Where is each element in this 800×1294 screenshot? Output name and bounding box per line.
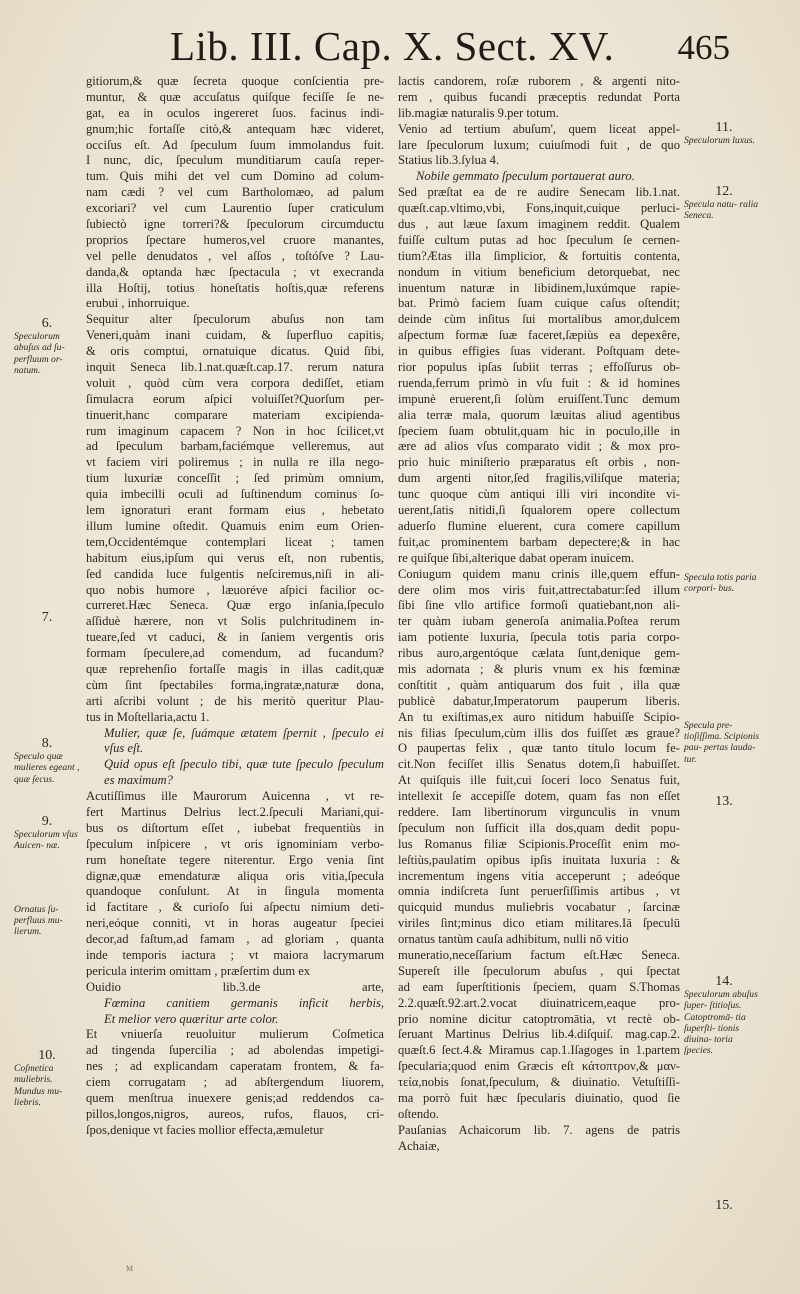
text-line: quia imbecilli oculi ad ſuſtinendum cominus ſo- <box>86 487 384 502</box>
text-line: nis filias ſpeculum,cùm illis dos fuiſſet æs graue? <box>398 725 680 740</box>
text-line: tus in Moſtellaria,actu 1. <box>86 709 210 724</box>
page-number: 465 <box>677 28 730 67</box>
text-line: tum. Quis mihi det vel cum Domino ad colum- <box>86 169 384 184</box>
text-line: vt faciem viri poliremus ; in nulla re illa nego- <box>86 455 384 470</box>
text-line: Pauſanias Achaicorum lib. 7. agens de patris <box>398 1122 680 1137</box>
text-line: alia terræ mala, quorum læuitas aliud agentibus <box>398 407 680 422</box>
text-line: illa Hoſtij, totius honeſtatis hoſtis,quæ referens <box>86 280 384 295</box>
text-line: iam potiente luxuria, ſpecula totis paria corpo- <box>398 630 680 645</box>
text-line: excoriari? vel cum Laurentio ſuper craticulum <box>86 201 384 216</box>
page-header <box>170 22 730 72</box>
text-line: vſus eſt. <box>104 741 144 756</box>
text-line: inquit Seneca lib.1.nat.quæſt.cap.17. rerum natura <box>86 360 384 375</box>
text-line: Statius lib.3.ſylua 4. <box>398 153 500 168</box>
text-line: nes ; ad explicandam caperatam frontem, & fa- <box>86 1059 384 1074</box>
text-line: fert Martinus Delrius lect.2.ſpeculi Mariani,qui- <box>86 804 384 819</box>
text-line: fuiſſe cultum putas ad hoc ſpeculum ſe cernen- <box>398 232 680 247</box>
margin-note-text: Coſmetica muliebris. Mundus mu- liebris. <box>14 1063 63 1108</box>
margin-note-left-6 <box>14 318 80 376</box>
margin-note-right-13 <box>684 796 764 809</box>
text-line: bat. Primò faciem ſuam cuique caſus oſtendit; <box>398 296 680 311</box>
margin-note-text: Ornatus ſu- perfluus mu- lierum. <box>14 904 63 938</box>
text-line: ribus auro,argentóque cælata ſunt,denique gem- <box>398 646 680 661</box>
margin-note-left-8 <box>14 738 80 785</box>
text-line: lus Romanus filiæ Scipionis.Proceſſit enim mo- <box>398 836 680 851</box>
margin-note-left-10 <box>14 1050 80 1108</box>
text-line: Quid opus eſt ſpeculo tibi, quæ tute ſpeculo ſpeculum <box>104 757 384 772</box>
text-line: rum honeſtate tegere niterentur. Ergo venia ſint <box>86 852 384 867</box>
margin-note-text: Speculorum vſus Auicen- næ. <box>14 829 78 852</box>
text-line: conſtitit , quàm antiquarum dos fuit , illa quæ <box>398 677 680 692</box>
text-line: muntur, & quæ accuſatus quiſque feciſſe ſe ne- <box>86 89 384 104</box>
text-line: decor,ad faſtum,ad famam , ad gloriam , quanta <box>86 932 384 947</box>
text-line: aduerſo flumine eluerent, cura comere capillum <box>398 518 680 533</box>
margin-note-text: Speculorum abuſus ſuper- ſtitioſus. Catoptromā- tia ſuperſti- tionis diuina- toria ſpecies. <box>684 989 758 1057</box>
text-line: Ouidio lib.3.de arte, <box>86 979 384 994</box>
text-line: ruenda,ferrum primò in vſu fuit : & id homines <box>398 375 680 390</box>
text-line: quo nobis humore , læuoréve aſpici facilior oc- <box>86 582 384 597</box>
text-line: es maximum? <box>104 773 173 788</box>
text-line: erubui , inhorruique. <box>86 296 190 311</box>
text-line: cit.Non feciſſet illis Senatus dotem,ſi habuiſſet. <box>398 757 680 772</box>
text-line: tium?Ætas illa ſimplicior, & fortuitis contenta, <box>398 248 680 263</box>
text-line: gitiorum,& quæ ſecreta quoque conſcientia pre- <box>86 74 384 88</box>
text-line: quem menſtrua inuexere genis;ad reddendos ca- <box>86 1091 384 1105</box>
text-line: Mulier, quæ ſe, ſuámque ætatem ſpernit , ſpeculo ei <box>104 725 384 740</box>
text-line: deinde cùm inſitus ſui mortalibus amor,dulcem <box>398 312 680 327</box>
margin-note-number: 9. <box>41 814 53 829</box>
text-line: nam cædi ? vel cum Bartholomæo, ad palum <box>86 185 384 200</box>
text-line: oſtendo. <box>398 1106 439 1121</box>
margin-note-number: 12. <box>715 184 733 199</box>
text-line: viriles ſint;minus dico etiam militares.Iā ſpeculū <box>398 916 680 931</box>
text-line: ſpeculum inſpicere , vt oris ignominiam verbo- <box>86 836 384 851</box>
text-line: reddere. Iam libertinorum virgunculis in vnum <box>398 804 680 819</box>
text-line: nondum in vitium beneficium detorquebat, nec <box>398 264 680 279</box>
text-line: Venio ad tertium abuſum', quem liceat appel- <box>398 121 680 136</box>
text-line: impunè eruerent,ſi ſolùm eruiſſent.Tunc demum <box>398 391 680 406</box>
text-line: ſibi ſine vllo artifice formoſi quatiebant,non ali- <box>398 598 680 613</box>
signature-mark: M <box>126 1264 134 1273</box>
text-line: re quiſque ſibi,alterique dabat operam inuicem. <box>398 550 635 565</box>
text-line: Sequitur alter ſpeculorum abuſus non tam <box>86 312 384 327</box>
margin-note-number: 8. <box>41 736 53 751</box>
text-line: illum lumine oſtedit. Quamuis enim eum Orien- <box>86 518 384 533</box>
margin-note-left-7 <box>14 612 80 625</box>
text-line: curreret.Hæc Seneca. Quæ ergo inſania,ſpeculo <box>86 598 384 613</box>
text-line: & oris comptui, ornatuique dicatus. Quid ſibi, <box>86 344 384 359</box>
text-line: vel pelle denudatos , vel aſſos , toſtóſve ? Lau- <box>86 248 384 263</box>
margin-note-right-12 <box>684 186 764 222</box>
text-line: formam ſpeculere,ad comendum, ad fucandum? <box>86 646 384 661</box>
text-line: rior populus ipſas ſubiit terras ; effoſſurus ob- <box>398 360 680 375</box>
text-line: pericula interim omittam , præſertim dum ex <box>86 963 311 978</box>
text-line: occiſus eſt. Ad ſpeculum ſuum immolandus fuit. <box>86 137 384 152</box>
text-line: ſubiectò igne torreri?& ſpeculorum circumductu <box>86 217 384 232</box>
text-line: Fœmina canitiem germanis inficit herbis, <box>104 995 384 1010</box>
text-line: ſed candida luce fulgentis neſciremus,niſi in ali- <box>86 566 384 581</box>
margin-note-number: 11. <box>715 120 733 135</box>
text-line: At quiſquis ille fuit,cui ſoceri loco Senatus fuit, <box>398 773 680 788</box>
text-line: 2.2.quæſt.92.art.2.vocat diuinatricem,eaque pro- <box>398 995 680 1010</box>
text-line: ſpecularia;quod enim Græcis eſt κάτοπτρον,& μαν- <box>398 1059 680 1074</box>
text-line: publicè dabatur,Imperatorum pauperum liberis. <box>398 693 680 708</box>
text-line: Nobile gemmato ſpeculum portauerat auro. <box>416 169 635 184</box>
text-line: ad eam ſuperſtitionis ſpeciem, quam S.Thomas <box>398 979 680 994</box>
text-line: fuit,ac prominentem barbam depectere;& in hac <box>398 534 680 549</box>
text-line: lib.magiæ naturalis 9.per totum. <box>398 105 559 120</box>
text-line: voluit , quòd cùm vera corpora dediſſet, etiam <box>86 375 384 390</box>
text-line: rum imaginum capacem ? Non in hoc ſcilicet,vt <box>86 423 384 438</box>
text-line: inde temporis iactura ; vt maiora lacrymarum <box>86 947 384 962</box>
text-line: ad ſpeculum barbam,faciémque velleremus, aut <box>86 439 384 454</box>
text-line: ære ad alios vſus comparato vidit ; & mox pro- <box>398 439 680 454</box>
text-line: muneratio,neceſſarium factum eſt.Hæc Seneca. <box>398 947 680 962</box>
text-line: arti aſcribi volunt ; de his meritò queritur Plau- <box>86 693 384 708</box>
right-text-column <box>398 74 680 1155</box>
margin-note-text: Speculorum abuſus ad ſu- perfluum or- natum. <box>14 331 65 376</box>
text-line: Et melior vero quæritur arte color. <box>104 1011 279 1026</box>
text-line: ſpeciem ſuam obtulit,quam hic in poculo,ille in <box>398 423 680 438</box>
text-line: bus os diſtortum eſſet , iubebat frequentiùs in <box>86 820 384 835</box>
margin-note-left-9 <box>14 816 80 852</box>
text-line: quæſt.cap.vltimo,vbi, Fons,inquit,cuique perluci- <box>398 201 680 216</box>
text-line: uerent,ſatis nitidi,ſi ſqualorem opere collectum <box>398 503 680 518</box>
text-line: pillos,longos,nigros, aureos, rufos, flauos, cri- <box>86 1106 384 1121</box>
text-line: Supereſt ille ſpeculorum abuſus , qui ſpectat <box>398 963 680 978</box>
text-line: ciem corrugatam ; ad abſtergendum liuorem, <box>86 1075 384 1090</box>
margin-note-right-14 <box>684 976 764 1056</box>
text-line: tueare,ſed vt caduci, & in ſaniem vergentis oris <box>86 630 384 645</box>
text-line: danda,& optanda hæc ſpectacula ; vt execranda <box>86 264 384 279</box>
text-line: ſeruant Martinus Delrius lib.4.diſquiſ. mag.cap.2. <box>398 1027 680 1042</box>
text-line: incrementum ingens vitia acceperunt ; adeóque <box>398 868 680 883</box>
running-head: Lib. III. Cap. X. Sect. XV. <box>170 23 615 69</box>
margin-note-text: Specula pre- tioſiſſima. Scipionis pau- pertas lauda- tur. <box>684 720 760 765</box>
left-text-column <box>86 74 384 1139</box>
text-line: lactis candorem, roſæ ruborem , & argenti nito- <box>398 74 680 88</box>
text-line: leſtiùs,paulatim opibus ipſis inuitata luxuria : & <box>398 852 680 867</box>
margin-note-left-ornatus <box>14 904 80 938</box>
text-line: tium luxuriæ conceſſit ; ſed primùm omnium, <box>86 471 384 486</box>
text-line: Sed præſtat ea de re audire Senecam lib.1.nat. <box>398 185 680 200</box>
text-line: habitum eius,ipſum qui verus eſt, non rubentis, <box>86 550 384 565</box>
text-line: prio nomine dicitur catoptromātia, vt rectè ob- <box>398 1011 680 1026</box>
text-line: O paupertas felix , quæ tanto titulo locum fe- <box>398 741 680 756</box>
text-line: proprios ſpectare humeros,vel cruore manantes, <box>86 232 384 247</box>
text-line: quæſt.6 ſect.4.& Miramus cap.1.Iſagoges in 1.partem <box>398 1043 680 1058</box>
margin-note-text: Speculo quæ mulieres egeant , quæ ſecus. <box>14 751 80 785</box>
text-line: in quibus effigies ſuas viderant. Poſtquam dete- <box>398 344 680 359</box>
margin-note-right-specula-pretiosissima <box>684 720 764 765</box>
text-line: inuentum naturæ in libidinem,luxúmque rapie- <box>398 280 680 295</box>
text-line: id factitare , & curioſo ſui aſpectu nimium deti- <box>86 900 384 915</box>
text-line: dere olim mos viris fuit,attrectabatur:ſed illum <box>398 582 680 597</box>
text-line: prio huic miniſterio præparatus eſt orbis , non- <box>398 455 680 470</box>
margin-note-number: 15. <box>715 1198 733 1213</box>
text-line: I nunc, dic, ſpeculum munditiarum cauſa reper- <box>86 153 384 168</box>
text-line: dus , aut læue ſaxum imaginem reddit. Qualem <box>398 217 680 232</box>
text-line: ornatus tantùm cauſa adhibitum, nulli nō vitio <box>398 932 629 947</box>
text-line: lare ſpeculorum luxum; cuiuſmodi fuit , de quo <box>398 137 680 152</box>
text-line: mis adornata ; & pluris vnum ex his fœminæ <box>398 661 680 676</box>
text-line: gnum;hic fortaſſe citò,& antequam hæc videret, <box>86 121 384 136</box>
text-line: aſſiduè hærere, non vt Solis pulchritudinem in- <box>86 614 384 629</box>
text-line: Et vniuerſa reuoluitur mulierum Coſmetica <box>86 1027 384 1042</box>
text-line: Achaiæ, <box>398 1138 440 1153</box>
text-line: ſpeculum non ſufficit illa dos,quam dedit popu- <box>398 820 680 835</box>
margin-note-number: 10. <box>38 1048 56 1063</box>
text-line: lem ignoraturi erant formam eius , hebetato <box>86 503 384 518</box>
margin-note-number: 6. <box>41 316 53 331</box>
text-line: quandoque conſulunt. At in ſingula momenta <box>86 884 384 899</box>
text-line: rem , quibus fucandi præceptis redundat Porta <box>398 89 680 104</box>
text-line: cùm ſint ſpectabiles forma,ingratæ,naturæ dona, <box>86 677 384 692</box>
text-line: ſpos,denique vt facies mollior effecta,æmuletur <box>86 1122 324 1137</box>
text-line: An tu exiſtimas,ex auro nitidum habuiſſe Scipio- <box>398 709 680 724</box>
text-line: dum argenti nitor,ſed fragilis,viliſque materia; <box>398 471 680 486</box>
text-line: intellexit ſe accepiſſe dotem, quam fas non eſſet <box>398 789 680 804</box>
margin-note-right-11 <box>684 122 764 146</box>
text-line: dignæ,quæ emendaturæ aliqua oris vitia,ſpecula <box>86 868 384 883</box>
margin-note-right-specula-totis <box>684 572 764 594</box>
text-line: quicquid mundus muliebris vocabatur , ſarcinæ <box>398 900 680 915</box>
text-line: tunc quoque cùm antiqui illi viri incondite vi- <box>398 487 680 502</box>
margin-note-number: 14. <box>715 974 733 989</box>
text-line: quæ reprehenſio fortaſſe magis in illas cadit,quæ <box>86 661 384 676</box>
margin-note-text: Specula natu- ralia Seneca. <box>684 199 759 222</box>
text-line: tem,Occidentémque contemplari liceat ; tamen <box>86 534 384 549</box>
text-line: omnia indiſcreta ſunt peruerſiſſimis artibus , vt <box>398 884 680 899</box>
text-line: τεία,nobis ſonat,ſpeculum, & diuinatio. Vetuſtiſſi- <box>398 1075 680 1090</box>
margin-note-text: Specula totis paria corpori- bus. <box>684 572 757 595</box>
text-line: ad tingenda ſupercilia ; ad abolendas impetigi- <box>86 1043 384 1058</box>
text-line: Veneri,quàm inani cuidam, & ſuperfluo capitis, <box>86 328 384 343</box>
margin-note-number: 7. <box>41 610 53 625</box>
text-line: aſpectum formæ ſuæ faceret,ſæpiùs ea depexêre, <box>398 328 680 343</box>
margin-note-right-15 <box>684 1200 764 1213</box>
text-line: ſimulacra eorum aſpici voluiſſet?Quorſum per- <box>86 391 384 406</box>
text-line: ma porrò fuit hæc ſpecularis diuinatio, quod ſie <box>398 1091 680 1105</box>
margin-note-text: Speculorum luxus. <box>684 135 755 147</box>
text-line: neri,eóque conniti, vt in horas augeatur ſpeciei <box>86 916 384 931</box>
text-line: gat, ea in oculos ingereret ſuos. facinus indi- <box>86 105 384 120</box>
text-line: Coniugum quidem manu crinis ille,quem effun- <box>398 566 680 581</box>
text-line: tinuerit,hanc comparare materiam excipienda- <box>86 407 384 422</box>
text-line: ter quàm iubam generoſa animalia.Poſtea rerum <box>398 614 680 629</box>
text-line: Acutiſſimus ille Maurorum Auicenna , vt re- <box>86 789 384 804</box>
margin-note-number: 13. <box>715 794 733 809</box>
